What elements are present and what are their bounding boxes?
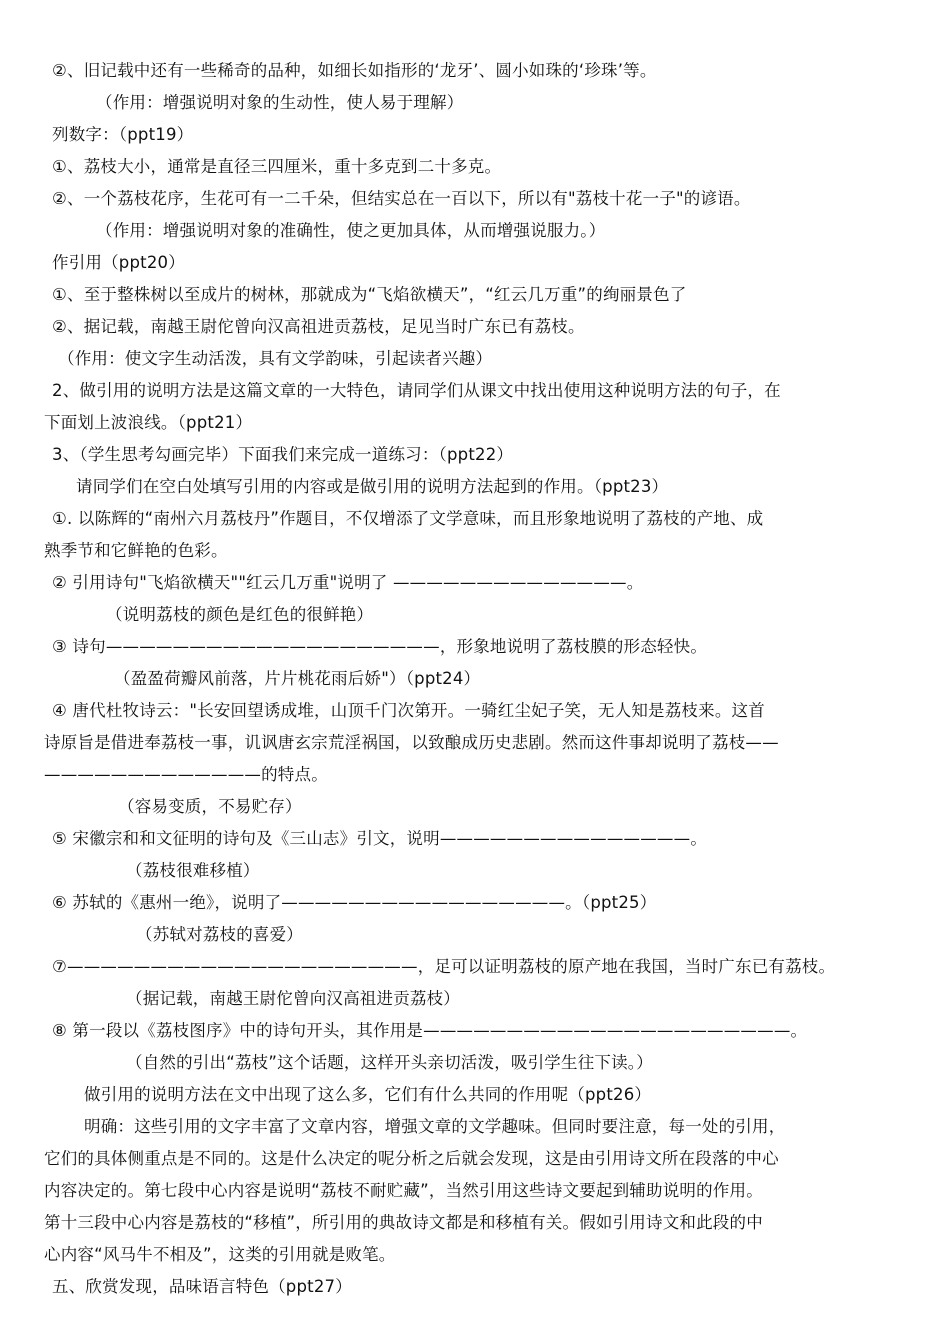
text-line: ①. 以陈辉的“南州六月荔枝丹”作题目，不仅增添了文学意味，而且形象地说明了荔枝的产地、成 <box>52 509 764 528</box>
exercise-item: ③ 诗句————————————————————，形象地说明了荔枝膜的形态轻快。 <box>52 637 708 656</box>
exercise-item: ⑦—————————————————————，足可以证明荔枝的原产地在我国，当时广东已有荔枝。 <box>52 957 836 976</box>
text-line: ②、据记载，南越王尉佗曾向汉高祖进贡荔枝，足见当时广东已有荔枝。 <box>52 317 585 336</box>
answer-text: （说明荔枝的颜色是红色的很鲜艳） <box>106 605 374 624</box>
answer-text: （容易变质，不易贮存） <box>118 797 302 816</box>
answer-text: （据记载，南越王尉佗曾向汉高祖进贡荔枝） <box>126 989 460 1008</box>
text-line: （作用：使文字生动活泼，具有文学韵味，引起读者兴趣） <box>58 349 493 368</box>
text-line: ①、至于整株树以至成片的树林，那就成为“飞焰欲横天”，“红云几万重”的绚丽景色了 <box>52 285 687 304</box>
text-line: 明确：这些引用的文字丰富了文章内容，增强文章的文学趣味。但同时要注意，每一处的引用， <box>84 1117 786 1136</box>
section-heading: 作引用（ppt20） <box>52 253 185 272</box>
text-line: ①、荔枝大小，通常是直径三四厘米，重十多克到二十多克。 <box>52 157 502 176</box>
text-line: （作用：增强说明对象的准确性，使之更加具体，从而增强说服力。） <box>96 221 606 240</box>
text-line: 请同学们在空白处填写引用的内容或是做引用的说明方法起到的作用。（ppt23） <box>76 477 669 496</box>
section-heading: 五、欣赏发现，品味语言特色（ppt27） <box>52 1277 352 1296</box>
text-line: ②、一个荔枝花序，生花可有一二千朵，但结实总在一百以下，所以有"荔枝十花一子"的谚语。 <box>52 189 751 208</box>
answer-text: （自然的引出“荔枝”这个话题，这样开头亲切活泼，吸引学生往下读。） <box>126 1053 653 1072</box>
text-line: 下面划上波浪线。（ppt21） <box>44 413 253 432</box>
exercise-item: ⑧ 第一段以《荔枝图序》中的诗句开头，其作用是——————————————————————。 <box>52 1021 808 1040</box>
text-line: 做引用的说明方法在文中出现了这么多，它们有什么共同的作用呢（ppt26） <box>84 1085 652 1104</box>
answer-text: （苏轼对荔枝的喜爱） <box>136 925 303 944</box>
text-line: ②、旧记载中还有一些稀奇的品种，如细长如指形的‘龙牙’、圆小如珠的‘珍珠’等。 <box>52 61 657 80</box>
text-line: 3、（学生思考勾画完毕）下面我们来完成一道练习：（ppt22） <box>52 445 514 464</box>
text-line: 第十三段中心内容是荔枝的“移植”，所引用的典故诗文都是和移植有关。假如引用诗文和此段的中 <box>44 1213 763 1232</box>
section-heading: 列数字：（ppt19） <box>52 125 194 144</box>
text-line: 2、做引用的说明方法是这篇文章的一大特色，请同学们从课文中找出使用这种说明方法的句子，在 <box>52 381 781 400</box>
exercise-item: ④ 唐代杜牧诗云："长安回望诱成堆，山顶千门次第开。一骑红尘妃子笑，无人知是荔枝来。这首 <box>52 701 765 720</box>
exercise-item: ⑥ 苏轼的《惠州一绝》，说明了—————————————————。（ppt25） <box>52 893 657 912</box>
text-line: （作用：增强说明对象的生动性，使人易于理解） <box>96 93 464 112</box>
answer-text: （荔枝很难移植） <box>126 861 260 880</box>
text-line: 心内容“风马牛不相及”，这类的引用就是败笔。 <box>44 1245 396 1264</box>
text-line: 它们的具体侧重点是不同的。这是什么决定的呢分析之后就会发现，这是由引用诗文所在段落的中心 <box>44 1149 779 1168</box>
text-line: 熟季节和它鲜艳的色彩。 <box>44 541 228 560</box>
text-line: —————————————的特点。 <box>44 765 328 784</box>
answer-text: （盈盈荷瓣风前落，片片桃花雨后娇"）（ppt24） <box>114 669 481 688</box>
exercise-item: ⑤ 宋徽宗和和文征明的诗句及《三山志》引文，说明———————————————。 <box>52 829 708 848</box>
exercise-item: ② 引用诗句"飞焰欲横天""红云几万重"说明了 ——————————————。 <box>52 573 644 592</box>
text-line: 诗原旨是借进奉荔枝一事，讥讽唐玄宗荒淫祸国，以致酿成历史悲剧。然而这件事却说明了荔枝—— <box>44 733 779 752</box>
text-line: 内容决定的。第七段中心内容是说明“荔枝不耐贮藏”，当然引用这些诗文要起到辅助说明的作用。 <box>44 1181 763 1200</box>
